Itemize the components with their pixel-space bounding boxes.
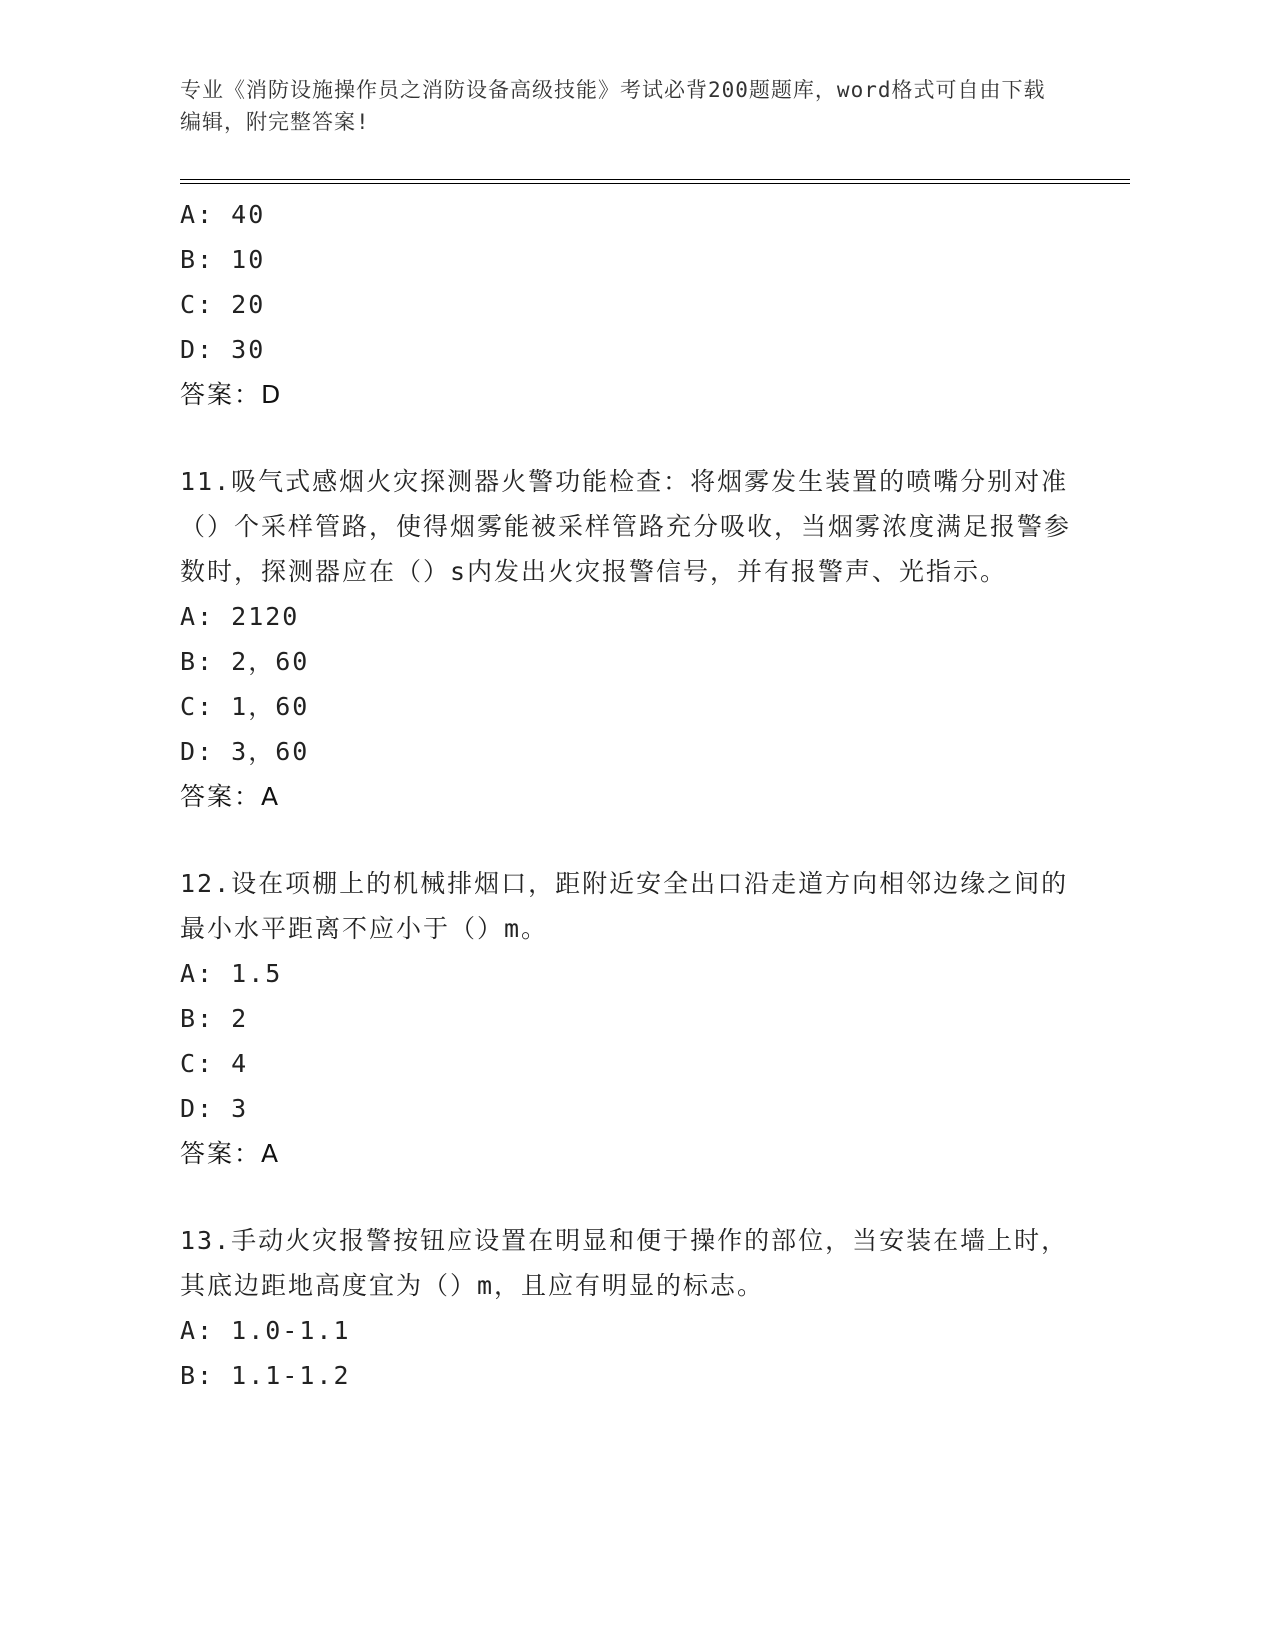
question-text: 13.手动火灾报警按钮应设置在明显和便于操作的部位，当安装在墙上时，其底边距地高度宜为（）m，且应有明显的标志。 [180,1226,1069,1300]
option-d: D: 3，60 [180,737,310,766]
question-text: 12.设在项棚上的机械排烟口，距附近安全出口沿走道方向相邻边缘之间的最小水平距离不应小于（）m。 [180,869,1069,943]
option-d: D: 3 [180,1094,249,1123]
option-d: D: 30 [180,335,266,364]
answer: 答案：D [180,380,283,409]
option-c: C: 1，60 [180,692,310,721]
question-block-13 [180,1218,1080,1398]
option-b: B: 10 [180,245,266,274]
question-block-12 [180,861,1080,1176]
question-block-10 [180,192,1080,417]
header-divider [180,179,1130,184]
option-a: A: 2120 [180,602,300,631]
option-a: A: 40 [180,200,266,229]
option-b: B: 2 [180,1004,249,1033]
page-header: 专业《消防设施操作员之消防设备高级技能》考试必背200题题库，word格式可自由下载编辑，附完整答案! [180,78,1046,134]
question-text: 11.吸气式感烟火灾探测器火警功能检查：将烟雾发生装置的喷嘴分别对准（）个采样管路，使得烟雾能被采样管路充分吸收，当烟雾浓度满足报警参数时，探测器应在（）s内发出火灾报警信号，并有报警声、光指示。 [180,467,1072,586]
option-c: C: 20 [180,290,266,319]
option-a: A: 1.5 [180,959,283,988]
option-b: B: 1.1-1.2 [180,1361,351,1390]
option-b: B: 2，60 [180,647,310,676]
answer: 答案：A [180,782,281,811]
answer: 答案：A [180,1139,281,1168]
question-block-11 [180,459,1080,819]
document-body [180,192,1080,1398]
option-c: C: 4 [180,1049,249,1078]
option-a: A: 1.0-1.1 [180,1316,351,1345]
